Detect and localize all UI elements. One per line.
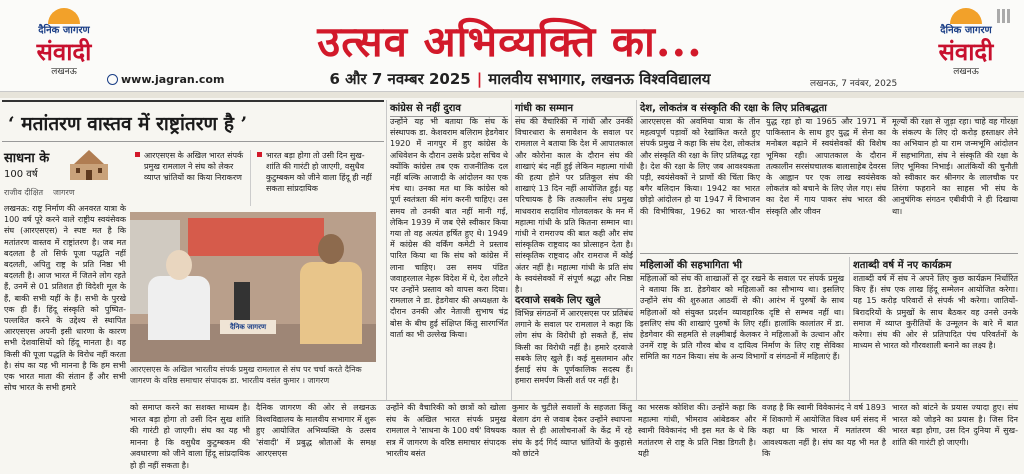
logo-brand-text: दैनिक जागरण (38, 25, 90, 36)
website-text: www.jagran.com (121, 73, 225, 86)
bottom-col-4: कुमार के चुटीले सवालों के सहजता किंतु बेलाग ढंग से जवाब देकर उन्होंने स्थापना काल से ही आलोचनाओं के केंद्र में रहे संघ के इर्द गिर्द व्याप्त भ्रांतियों के कुहासे को छांटने (512, 403, 632, 458)
masthead (0, 0, 1024, 92)
speaker-ramlal (144, 250, 210, 340)
bottom-divider (130, 400, 1018, 401)
logo-word: संवादी (938, 37, 994, 66)
session-photo (130, 212, 376, 362)
pull-quote-2: भारत बड़ा होगा तो उसी दिन सुख-शांति की गारंटी हो जाएगी, वसुधैव कुटुम्बकम को जीने वाला हिंदू ही नहीं सकता सांप्रदायिक (256, 150, 374, 210)
bottom-col-1: को समाप्त करने का सशक्त माध्यम है। भारत बड़ा होगा तो उसी दिन सुख शांति की गारंटी हो जाएगी। संघ का यह भी मानना है कि वसुधैव कुटुम्बकम की अवधारणा को जीने वाला हिंदू सांप्रदायिक हो ही नहीं सकता है। (130, 403, 250, 470)
section-body-open-doors: विभिन्न संगठनों में आरएसएस पर प्रतिबंध लगाने के सवाल पर रामलाल ने कहा कि लोग संघ के विरोधी हो सकते हैं, संघ किसी का विरोधी नहीं है। हमारे दरवाजे सबके लिए खुले हैं। कई मुसलमान और ईसाई संघ के पूर्णकालिक सदस्य हैं। हमारा समर्पण किसी शर्त पर नहीं है। (515, 309, 633, 386)
lead-headline: ‘ मतांतरण वास्तव में राष्ट्रांतरण है ’ (2, 100, 384, 142)
logo-city: लखनऊ (953, 67, 979, 77)
section-title-women: महिलाओं की सहभागिता भी (640, 257, 840, 274)
pull-quote-1: आरएसएस के अखिल भारत संपर्क प्रमुख रामलाल ने संघ को लेकर व्याप्त भ्रांतियों का किया निराकरण (134, 150, 252, 210)
section-title-gandhi: गांधी का सम्मान (515, 100, 633, 117)
photo-logo: दैनिक जागरण (220, 320, 276, 334)
bottom-col-3: उन्होंने की वैचारिकी को छात्रों को खोला संघ के अखिल भारत संपर्क प्रमुख रामलाल ने 'साधना के 100 वर्ष' विषयक सत्र में जागरण के वरिष्ठ समाचार संपादक भारतीय बसंत (386, 403, 506, 458)
section-body-gandhi: संघ की वैचारिकी में गांधी और उनकी विचारधारा के समावेशन के सवाल पर रामलाल ने बताया कि देश में आपातकाल और कोरोना काल के दौरान संघ की शाखाएं बंद नहीं हुई लेकिन महात्मा गांधी की हत्या होने पर प्रतिकूल संघ की शाखाएं 13 दिन नहीं आयोजित हुई। यह परिचायक है कि तत्कालीन संघ प्रमुख माधवराव सदाशिव गोलवलकर के मन में महात्मा गांधी के प्रति कितना सम्मान था। गांधी ने रामराज्य की बात कही और संघ सांस्कृतिक राष्ट्रवाद का प्रोत्साहन देता है। सांस्कृतिक राष्ट्रवाद और रामराज में कोई अंतर नहीं है। महात्मा गांधी के प्रति संघ के स्वयंसेवकों में संपूर्ण श्रद्धा और निष्ठा है। (515, 117, 633, 295)
header-divider (0, 92, 1024, 98)
temple-icon (66, 146, 112, 182)
event-venue: मालवीय सभागार, लखनऊ विश्वविद्यालय (488, 70, 711, 88)
photo-caption: आरएसएस के अखिल भारतीय संपर्क प्रमुख रामलाल से संघ पर चर्चा करते दैनिक जागरण के वरिष्ठ समाचार संपादक डा. भारतीय वसंत कुमार । जागरण (130, 365, 362, 385)
column-divider (511, 100, 512, 400)
section-title-centenary: शताब्दी वर्ष में नए कार्यक्रम (853, 257, 1018, 274)
dateline: लखनऊ, 7 नवंबर, 2025 (810, 79, 898, 89)
byline (4, 187, 124, 198)
event-title: उत्सव अभिव्यक्ति का... (317, 17, 703, 66)
bottom-col-2: दैनिक जागरण की ओर से लखनऊ विश्वविद्यालय के मालवीय सभागार में शुरू हुए आयोजित अभिव्यक्ति के उत्सव 'संवादी' में प्रबुद्ध श्रोताओं के समक्ष आरएसएस (256, 403, 376, 458)
section-body-women: महिलाओं को संघ की शाखाओं से दूर रखने के सवाल पर संपर्क प्रमुख ने बताया कि डा. हेडगेवार को महिलाओं का सौभाग्य था। इसलिए उन्होंने संघ की शुरुआत आठवीं से की। आरंभ में पुरुषों के साथ महिलाओं को संयुक्त प्रदर्शन व्यावहारिक दृष्टि से सम्भव नहीं था। इसलिए संघ की शाखाएं पुरुषों के लिए रहीं। हालांकि कालांतर में डा. हेडगेवार की सहमति से लक्ष्मीबाई केलकर ने महिलाओं के उत्थान और उनमें राष्ट्र के प्रति गौरव बोध व दायित्व निर्माण के लिए राष्ट्र सेविका समिति का गठन किया। संघ के अन्य विभागों व संगठनों में महिलाएं हैं। (640, 274, 844, 362)
lead-body: लखनऊ: राष्ट्र निर्माण की अनवरत यात्रा के 100 वर्ष पूरे करने वाले राष्ट्रीय स्वयंसेवक संघ (आरएसएस) ने स्पष्ट मत है कि मतांतरण वास्तव में राष्ट्रांतरण है। जब मत बदलता है तो सिर्फ पूजा पद्धति नहीं बदलती, अपितु राष्ट्र के प्रति निष्ठा भी बदलती है। आज भारत में जितने लोग रहते हैं, उनमें से 01 प्रतिशत ही विदेशी मूल के हैं, बाकी सभी यहीं के हैं। सभी के पुरखे एक ही हैं। हिंदू संस्कृति को पुष्पित-पल्लवित करने के उद्देश्य से स्थापित आरएसएस अपनी इसी धारणा के कारण सभी देशवासियों को हिंदू मानता है। वह किसी की पूजा पद्धति के विरोध नहीं करता है। संघ का यह भी मानना है कि हम सभी एक भारत माता की संतान हैं और सभी सोच भारत के सभी हमारे (4, 204, 126, 393)
section-body-protection: आरएसएस की अवमिया यात्रा के तीन महत्वपूर्ण पड़ावों को रेखांकित करते हुए संपर्क प्रमुख ने कहा कि संघ देश, लोकतंत्र और संस्कृति की रक्षा के लिए प्रतिबद्ध रहा है। देश की रक्षा के लिए जब आवश्यकता पड़ी, स्वयंसेवकों ने प्राणों की चिंता किए बगैर बलिदान किया। 1942 का भारत छोड़ो आंदोलन हो या 1947 में विभाजन की विभीषिका, 1962 का भारत-चीन युद्ध रहा हो या 1965 और 1971 में पाकिस्तान के साथ हुए युद्ध में सेना का मनोबल बढ़ाने में स्वयंसेवकों की विशेष भूमिका रही। आपातकाल के दौरान तत्कालीन सरसंघचालक बालासाहेब देवरस के आह्वान पर एक लाख स्वयंसेवक लोकतंत्र को बचाने के लिए जेल गए। संघ का देश में गाय पाकर संघ भारत की संस्कृति और जीवन (640, 117, 886, 216)
section-body-centenary: शताब्दी वर्ष में संघ ने अपने लिए कुछ कार्यक्रम निर्धारित किए हैं। संघ एक लाख हिंदू सम्मेलन आयोजित करेगा। यह 15 करोड़ परिवारों से संपर्क भी करेगा। जातियों-बिरादरियों के प्रमुखों के साथ बैठकर वह उनसे उनके समाज में व्याप्त कुरीतियों के उन्मूलन के बारे में बात करेगा। संघ की ओर से प्रतिपादित पंच परिवर्तनों के माध्यम से भारत को गौरवशाली बनाने का लक्ष्य है। (853, 274, 1018, 351)
bottom-col-6: वजह है कि स्वामी विवेकानंद ने वर्ष 1893 में शिकागो में आयोजित विश्व धर्म संसद में कहा था कि भारत में मतांतरण की आवश्यकता नहीं है। संघ का यह भी मत है कि (762, 403, 886, 458)
section-title-congress: कांग्रेस से नहीं दुराव (390, 100, 508, 117)
event-date-venue: 6 और 7 नवम्बर 2025 | मालवीय सभागार, लखनऊ विश्वविद्यालय (329, 70, 711, 88)
section-title-open-doors: दरवाजे सबके लिए खुले (515, 292, 633, 309)
kicker-top: साधना के (4, 151, 50, 166)
byline-author: राजीव दीक्षित (4, 188, 44, 197)
column-divider (386, 100, 387, 400)
section-body-protection-cont: मूल्यों की रक्षा से जुड़ा रहा। चाहे वह गोरक्षा के संकल्प के लिए दो करोड़ हस्ताक्षर लेने का अभियान हो या राम जन्मभूमि आंदोलन में सहभागिता, संघ ने संस्कृति की रक्षा के लिए भूमिका निभाई। आतंकियों की चुनौती को स्वीकार कर श्रीनगर के लालचौक पर तिरंगा फहराने का साहस भी संघ के आनुषंगिक संगठन एबीवीपी ने ही दिखाया था। (892, 117, 1018, 216)
bottom-col-5: का भरसक कोशिश की। उन्होंने कहा कि महात्मा गांधी, भीमराव आंबेडकर और स्वामी विवेकानंद भी इस मत के थे कि मतांतरण से राष्ट्र के प्रति निष्ठा डिगती है। यही (638, 403, 756, 458)
kicker-bottom: 100 वर्ष (4, 169, 38, 180)
column-divider (636, 100, 637, 400)
bottom-col-7: भारत को बांटने के प्रयास ज्यादा हुए। संघ भारत को जोड़ने का प्रयास है। जिस दिन भारत बड़ा होगा, उस दिन दुनिया में सुख-शांति की गारंटी हो जाएगी। (892, 403, 1018, 447)
section-title-protection: देश, लोकतंत्र व संस्कृति की रक्षा के लिए प्रतिबद्धता (640, 100, 1018, 117)
logo-city: लखनऊ (51, 67, 77, 77)
event-date: 6 और 7 नवम्बर 2025 (329, 70, 471, 88)
website-link[interactable] (107, 73, 224, 86)
globe-icon (107, 74, 118, 85)
section-divider (640, 253, 1018, 254)
samvadi-logo-left (16, 8, 112, 77)
quote-divider (250, 150, 251, 206)
speaker-interviewer (296, 234, 366, 344)
logo-brand-text: दैनिक जागरण (940, 25, 992, 36)
column-divider (849, 257, 850, 400)
menu-stripes-icon (997, 8, 1015, 22)
byline-place: जागरण (53, 188, 75, 197)
logo-word: संवादी (36, 37, 92, 66)
section-body-congress: उन्होंने यह भी बताया कि संघ के संस्थापक डा. केशवराम बलिराम हेडगेवार 1920 में नागपुर में हुए कांग्रेस के अधिवेशन के दौरान उसके प्रदेश सचिव थे क्योंकि कांग्रेस तब एक राजनीतिक दल नहीं बल्कि आजादी के आंदोलन का एक मंच था। उनका मत था कि कांग्रेस को पूर्ण स्वतंत्रता की मांग करनी चाहिए। उस समय तो उनकी बात नहीं मानी गई, लेकिन 1939 में जब ऐसे स्वीकार किया गया तो वह अत्यंत हर्षित हुए थे। 1949 में कांग्रेस की वर्किंग कमेटी ने प्रस्ताव पारित किया था कि संघ को कांग्रेस में लाना चाहिए। उस समय पंडित जवाहरलाल नेहरू विदेश में थे, देश लौटने पर उन्होंने प्रस्ताव को वापस करा दिया। रामलाल ने डा. हेडगेवार की अध्यक्षता के दौरान उनकी और नेताजी सुभाष चंद्र बोस के बीच हुई संक्षिप्त किंतु सारगर्भित वार्ता का भी उल्लेख किया। (390, 117, 508, 339)
